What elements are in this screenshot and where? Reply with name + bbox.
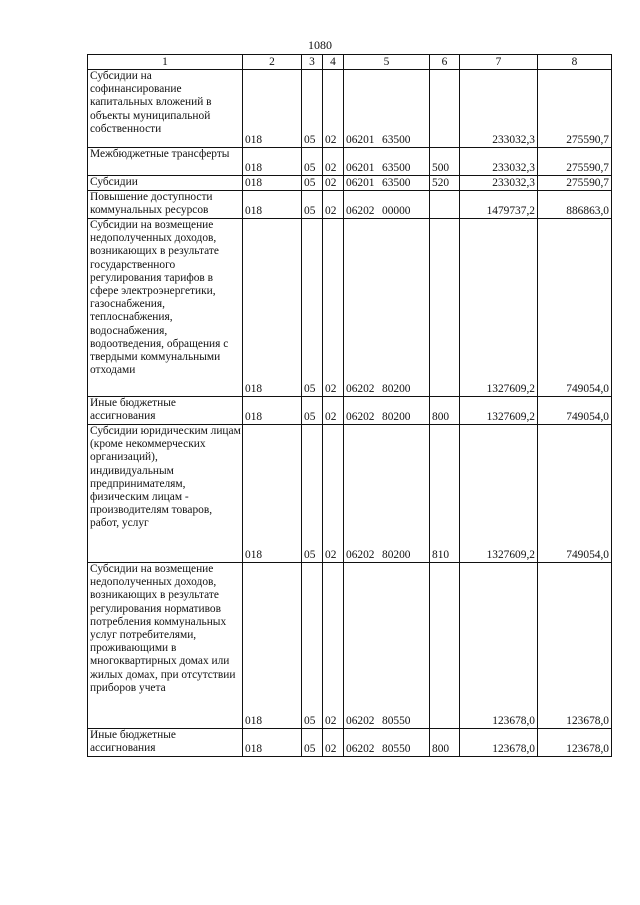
column-header: 5	[344, 55, 430, 70]
amount-cell: 1327609,2	[460, 397, 538, 425]
target-article-part: 06201	[346, 133, 375, 146]
row-name-cell: Субсидии на возмещение недополученных доходов, возникающих в результате регулирования нормативов потребления коммунальных услуг потребителями, проживающими в многоквартирных домах или жилых домах, при отсутствии приборов учета	[88, 563, 243, 729]
target-article-part: 06202	[346, 742, 375, 755]
section-cell: 05	[302, 729, 323, 757]
amount-cell: 749054,0	[538, 397, 612, 425]
code-cell: 018	[243, 191, 302, 219]
target-article-part: 80550	[382, 742, 411, 755]
target-article-part: 06202	[346, 548, 375, 561]
table-row	[88, 563, 612, 729]
target-article-part: 63500	[382, 133, 411, 146]
section-cell: 05	[302, 425, 323, 563]
amount-cell: 1327609,2	[460, 425, 538, 563]
row-name-cell: Иные бюджетные ассигнования	[88, 397, 243, 425]
amount-cell: 233032,3	[460, 70, 538, 148]
target-article-part: 00000	[382, 204, 411, 217]
expense-type-cell	[430, 563, 460, 729]
section-cell: 05	[302, 563, 323, 729]
code-cell: 018	[243, 729, 302, 757]
row-name-cell: Иные бюджетные ассигнования	[88, 729, 243, 757]
table-row	[88, 70, 612, 148]
budget-table	[87, 54, 612, 757]
amount-cell: 275590,7	[538, 176, 612, 191]
amount-cell: 886863,0	[538, 191, 612, 219]
amount-cell: 123678,0	[538, 563, 612, 729]
column-header: 2	[243, 55, 302, 70]
code-cell: 018	[243, 70, 302, 148]
subsection-cell: 02	[323, 563, 344, 729]
amount-cell: 275590,7	[538, 148, 612, 176]
target-article-part: 06202	[346, 382, 375, 395]
expense-type-cell: 800	[430, 729, 460, 757]
subsection-cell: 02	[323, 191, 344, 219]
code-cell: 018	[243, 397, 302, 425]
target-article-part: 06201	[346, 161, 375, 174]
code-cell: 018	[243, 425, 302, 563]
target-article-cell	[344, 70, 430, 148]
amount-cell: 123678,0	[538, 729, 612, 757]
code-cell: 018	[243, 563, 302, 729]
expense-type-cell: 500	[430, 148, 460, 176]
target-article-cell	[344, 425, 430, 563]
section-cell: 05	[302, 70, 323, 148]
code-cell: 018	[243, 148, 302, 176]
column-header: 7	[460, 55, 538, 70]
amount-cell: 1479737,2	[460, 191, 538, 219]
subsection-cell: 02	[323, 70, 344, 148]
code-cell: 018	[243, 219, 302, 397]
table-row	[88, 219, 612, 397]
row-name-cell: Субсидии на софинансирование капитальных вложений в объекты муниципальной собственности	[88, 70, 243, 148]
section-cell: 05	[302, 148, 323, 176]
row-name-cell: Субсидии юридическим лицам (кроме некоммерческих организаций), индивидуальным предпринимателям, физическим лицам - производителям товаров, работ, услуг	[88, 425, 243, 563]
target-article-cell	[344, 191, 430, 219]
table-row	[88, 729, 612, 757]
expense-type-cell	[430, 191, 460, 219]
column-header: 3	[302, 55, 323, 70]
subsection-cell: 02	[323, 397, 344, 425]
column-header: 8	[538, 55, 612, 70]
target-article-part: 63500	[382, 176, 411, 189]
target-article-cell	[344, 563, 430, 729]
expense-type-cell: 800	[430, 397, 460, 425]
expense-type-cell	[430, 70, 460, 148]
amount-cell: 123678,0	[460, 563, 538, 729]
subsection-cell: 02	[323, 425, 344, 563]
expense-type-cell: 810	[430, 425, 460, 563]
table-header-row	[88, 55, 612, 70]
subsection-cell: 02	[323, 729, 344, 757]
target-article-cell	[344, 176, 430, 191]
target-article-part: 80200	[382, 382, 411, 395]
table-row	[88, 148, 612, 176]
row-name-cell: Межбюджетные трансферты	[88, 148, 243, 176]
target-article-cell	[344, 219, 430, 397]
subsection-cell: 02	[323, 176, 344, 191]
target-article-cell	[344, 397, 430, 425]
table-row	[88, 191, 612, 219]
column-header: 6	[430, 55, 460, 70]
amount-cell: 123678,0	[460, 729, 538, 757]
code-cell: 018	[243, 176, 302, 191]
table-row	[88, 397, 612, 425]
table-row	[88, 176, 612, 191]
section-cell: 05	[302, 191, 323, 219]
section-cell: 05	[302, 397, 323, 425]
section-cell: 05	[302, 176, 323, 191]
expense-type-cell	[430, 219, 460, 397]
target-article-cell	[344, 729, 430, 757]
row-name-cell: Субсидии	[88, 176, 243, 191]
subsection-cell: 02	[323, 148, 344, 176]
table-row	[88, 425, 612, 563]
page-number: 1080	[308, 38, 332, 52]
amount-cell: 749054,0	[538, 425, 612, 563]
amount-cell: 1327609,2	[460, 219, 538, 397]
target-article-part: 06202	[346, 714, 375, 727]
target-article-part: 80550	[382, 714, 411, 727]
subsection-cell: 02	[323, 219, 344, 397]
target-article-part: 80200	[382, 410, 411, 423]
row-name-cell: Субсидии на возмещение недополученных доходов, возникающих в результате государственного регулирования тарифов в сфере электроэнергетики, газоснабжения, теплоснабжения, водоснабжения, водоотведения, обращения с твердыми коммунальными отходами	[88, 219, 243, 397]
section-cell: 05	[302, 219, 323, 397]
amount-cell: 275590,7	[538, 70, 612, 148]
target-article-part: 06201	[346, 176, 375, 189]
expense-type-cell: 520	[430, 176, 460, 191]
target-article-part: 80200	[382, 548, 411, 561]
column-header: 1	[88, 55, 243, 70]
amount-cell: 233032,3	[460, 176, 538, 191]
target-article-part: 06202	[346, 410, 375, 423]
amount-cell: 233032,3	[460, 148, 538, 176]
target-article-part: 63500	[382, 161, 411, 174]
target-article-part: 06202	[346, 204, 375, 217]
row-name-cell: Повышение доступности коммунальных ресурсов	[88, 191, 243, 219]
amount-cell: 749054,0	[538, 219, 612, 397]
target-article-cell	[344, 148, 430, 176]
column-header: 4	[323, 55, 344, 70]
